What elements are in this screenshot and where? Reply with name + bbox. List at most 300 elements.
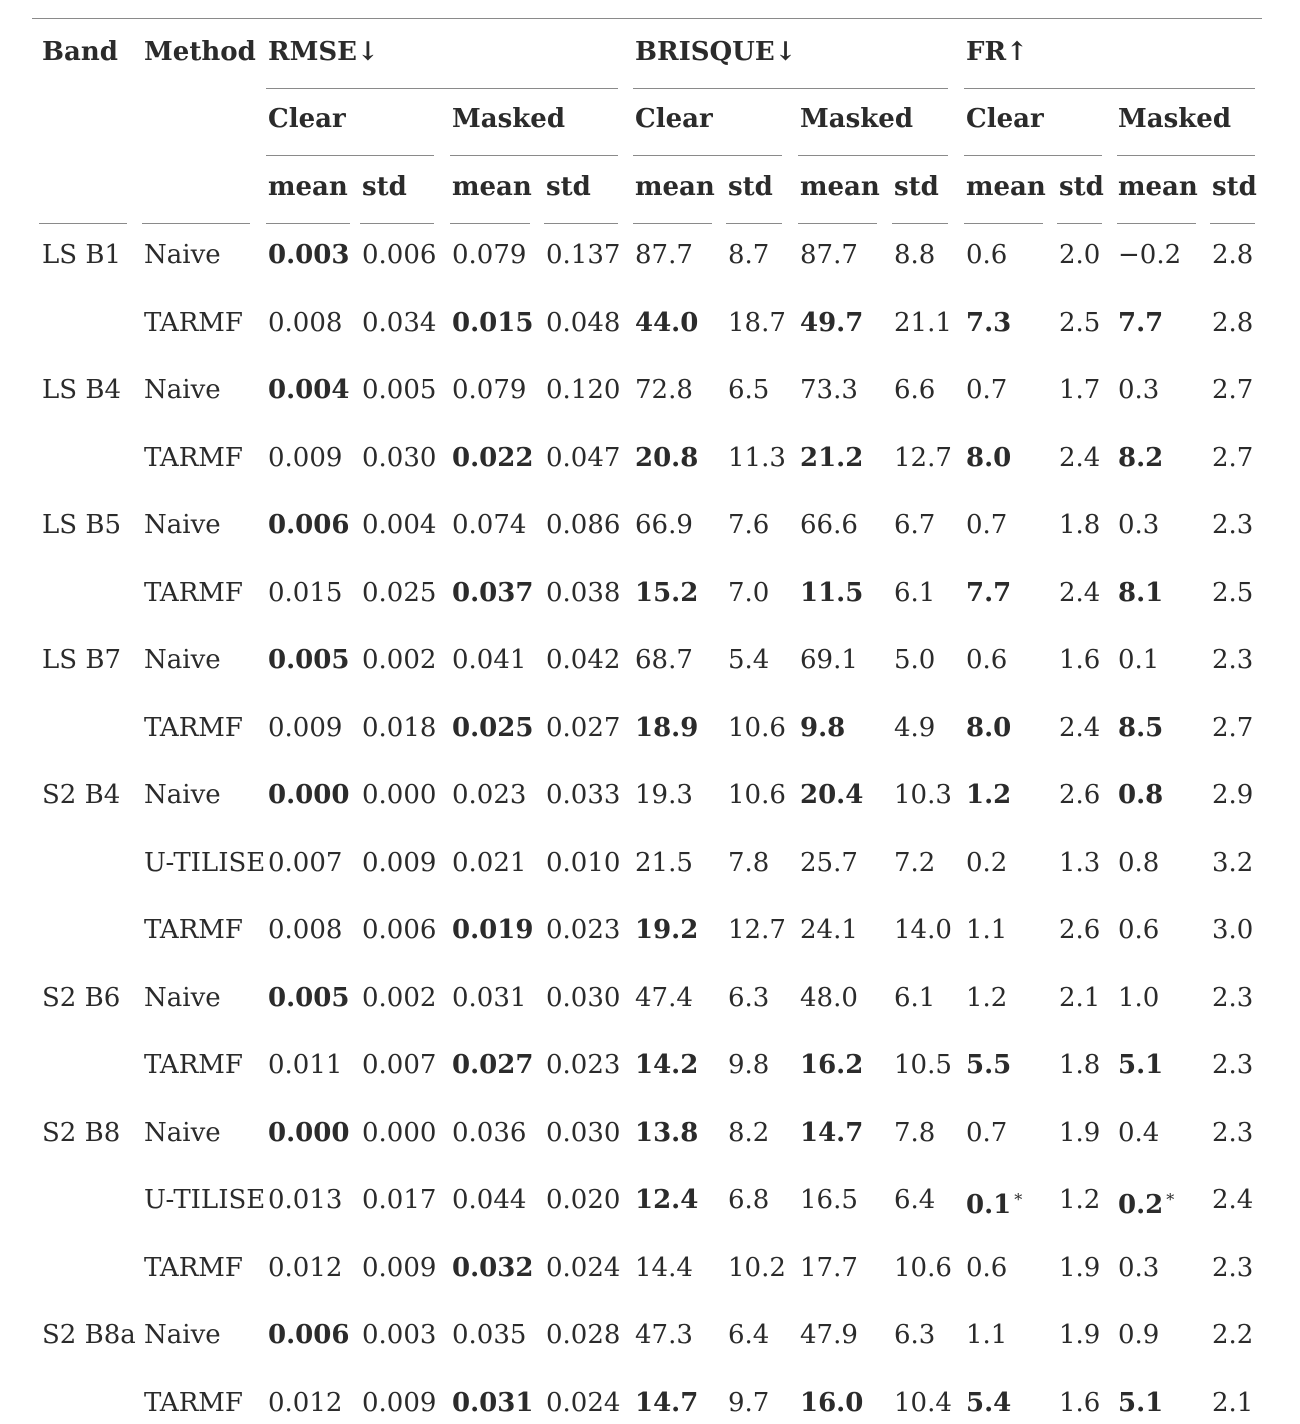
cell-value-text: 3.2 bbox=[1212, 848, 1254, 878]
cell-value bbox=[728, 713, 786, 743]
cell-value bbox=[546, 1185, 620, 1215]
cell-value bbox=[635, 578, 698, 608]
cell-value-text: 21.5 bbox=[635, 848, 693, 878]
cell-value-text: 2.7 bbox=[1212, 713, 1254, 743]
cell-value bbox=[362, 1253, 436, 1283]
cell-value-text: 0.1 bbox=[1118, 645, 1160, 675]
cell-value bbox=[546, 308, 620, 338]
rule-stat-4 bbox=[450, 223, 530, 224]
cell-value bbox=[635, 915, 698, 945]
cell-value bbox=[1212, 1388, 1253, 1418]
cell-value bbox=[268, 983, 349, 1013]
cell-value-text: 0.012 bbox=[268, 1253, 343, 1283]
cell-value bbox=[362, 308, 436, 338]
cell-value bbox=[800, 1185, 858, 1215]
cell-value-text: 0.008 bbox=[268, 308, 343, 338]
cell-value-text: 10.5 bbox=[894, 1050, 952, 1080]
cell-band: S2 B8 bbox=[42, 1118, 121, 1148]
cell-value bbox=[1118, 983, 1159, 1013]
cell-value bbox=[966, 1253, 1007, 1283]
rule-subgroup-2 bbox=[633, 155, 782, 156]
header-stat-brisque-clear-mean: mean bbox=[635, 172, 715, 202]
cell-value-text: 0.009 bbox=[362, 1388, 437, 1418]
cell-value bbox=[452, 1320, 526, 1350]
cell-value bbox=[728, 375, 769, 405]
cell-value-text: 0.000 bbox=[268, 1118, 350, 1148]
cell-method: TARMF bbox=[144, 1253, 243, 1283]
cell-value bbox=[966, 645, 1007, 675]
cell-value bbox=[452, 1185, 526, 1215]
cell-value bbox=[1059, 443, 1100, 473]
cell-value-text: 0.027 bbox=[546, 713, 621, 743]
cell-value-text: 0.086 bbox=[546, 510, 621, 540]
cell-value bbox=[635, 848, 693, 878]
cell-value bbox=[1212, 510, 1253, 540]
cell-value bbox=[1059, 983, 1100, 1013]
cell-value bbox=[635, 780, 693, 810]
cell-value bbox=[1118, 1320, 1159, 1350]
cell-value-text: 2.5 bbox=[1212, 578, 1254, 608]
cell-value bbox=[894, 308, 952, 338]
cell-value-text: 1.3 bbox=[1059, 848, 1101, 878]
cell-value-text: 0.4 bbox=[1118, 1118, 1160, 1148]
cell-value bbox=[362, 375, 436, 405]
cell-value-text: 73.3 bbox=[800, 375, 858, 405]
cell-value bbox=[1212, 848, 1253, 878]
cell-value-text: 5.1 bbox=[1118, 1388, 1164, 1418]
cell-value bbox=[1059, 1320, 1100, 1350]
cell-value bbox=[546, 443, 620, 473]
cell-value-text: 2.3 bbox=[1212, 983, 1254, 1013]
cell-value bbox=[728, 240, 769, 270]
cell-value bbox=[1059, 308, 1100, 338]
cell-value-text: 13.8 bbox=[635, 1118, 699, 1148]
cell-value-text: 0.005 bbox=[268, 645, 350, 675]
rule-stat-3 bbox=[360, 223, 434, 224]
cell-value bbox=[800, 240, 858, 270]
cell-value bbox=[894, 915, 952, 945]
cell-value-text: 0.008 bbox=[268, 915, 343, 945]
cell-value bbox=[362, 1050, 436, 1080]
cell-value bbox=[1212, 240, 1253, 270]
cell-value bbox=[1118, 240, 1181, 270]
cell-value bbox=[800, 1320, 858, 1350]
cell-method: TARMF bbox=[144, 1050, 243, 1080]
header-stat-fr-masked-std: std bbox=[1212, 172, 1257, 202]
cell-value bbox=[1118, 1388, 1163, 1418]
cell-value-text: 1.9 bbox=[1059, 1253, 1101, 1283]
cell-value-text: 7.3 bbox=[966, 308, 1012, 338]
cell-value-text: 0.030 bbox=[546, 1118, 621, 1148]
rule-group-rmse bbox=[266, 88, 618, 89]
cell-value bbox=[800, 915, 858, 945]
cell-value-text: 0.3 bbox=[1118, 510, 1160, 540]
cell-value bbox=[1118, 848, 1159, 878]
cell-value-text: 2.2 bbox=[1212, 1320, 1254, 1350]
cell-value-text: 10.6 bbox=[894, 1253, 952, 1283]
cell-value-text: 0.031 bbox=[452, 1388, 534, 1418]
cell-value bbox=[1059, 240, 1100, 270]
cell-value bbox=[728, 1050, 769, 1080]
cell-value-text: 6.6 bbox=[894, 375, 936, 405]
significance-asterisk: * bbox=[1014, 1190, 1023, 1209]
cell-value bbox=[546, 1050, 620, 1080]
cell-value-text: 0.003 bbox=[362, 1320, 437, 1350]
cell-value-text: 0.137 bbox=[546, 240, 621, 270]
cell-value bbox=[268, 848, 342, 878]
cell-value-text: 7.6 bbox=[728, 510, 770, 540]
cell-method: TARMF bbox=[144, 915, 243, 945]
cell-method: Naive bbox=[144, 510, 221, 540]
cell-value bbox=[728, 1388, 769, 1418]
cell-value bbox=[268, 915, 342, 945]
cell-value bbox=[452, 645, 526, 675]
cell-value-text: 0.035 bbox=[452, 1320, 527, 1350]
cell-value bbox=[1118, 308, 1163, 338]
cell-value bbox=[800, 645, 858, 675]
cell-value-text: 2.4 bbox=[1059, 443, 1101, 473]
cell-value bbox=[1118, 443, 1163, 473]
cell-value bbox=[268, 443, 342, 473]
cell-value bbox=[966, 780, 1011, 810]
cell-value bbox=[728, 1320, 769, 1350]
cell-value-text: 0.013 bbox=[268, 1185, 343, 1215]
cell-value bbox=[546, 645, 620, 675]
cell-value-text: 0.7 bbox=[966, 375, 1008, 405]
cell-value bbox=[268, 1320, 349, 1350]
cell-value bbox=[894, 240, 935, 270]
cell-value-text: 21.1 bbox=[894, 308, 952, 338]
cell-value-text: 0.002 bbox=[362, 983, 437, 1013]
cell-value bbox=[894, 443, 952, 473]
cell-value bbox=[728, 983, 769, 1013]
cell-value bbox=[268, 578, 342, 608]
cell-value-text: 0.030 bbox=[362, 443, 437, 473]
cell-value bbox=[1212, 1320, 1253, 1350]
cell-value bbox=[728, 1118, 769, 1148]
cell-value-text: 0.048 bbox=[546, 308, 621, 338]
cell-value bbox=[546, 1320, 620, 1350]
cell-value bbox=[546, 375, 620, 405]
cell-value-text: 0.047 bbox=[546, 443, 621, 473]
cell-value-text: 12.7 bbox=[728, 915, 786, 945]
cell-value bbox=[966, 240, 1007, 270]
header-method: Method bbox=[144, 37, 256, 67]
rule-stat-1 bbox=[142, 223, 250, 224]
cell-value-text: 68.7 bbox=[635, 645, 693, 675]
cell-value-text: 0.8 bbox=[1118, 848, 1160, 878]
header-band: Band bbox=[42, 37, 118, 67]
cell-band: LS B4 bbox=[42, 375, 121, 405]
cell-value-text: 0.009 bbox=[268, 713, 343, 743]
header-group-fr: FR↑ bbox=[966, 37, 1028, 67]
cell-value-text: 14.7 bbox=[800, 1118, 864, 1148]
cell-value bbox=[1059, 510, 1100, 540]
cell-value-text: 0.7 bbox=[966, 510, 1008, 540]
cell-value-text: 1.1 bbox=[966, 1320, 1008, 1350]
cell-value-text: 0.031 bbox=[452, 983, 527, 1013]
cell-value bbox=[1212, 1185, 1253, 1215]
cell-value bbox=[452, 375, 526, 405]
cell-value-text: 2.3 bbox=[1212, 645, 1254, 675]
cell-value bbox=[728, 645, 769, 675]
rule-stat-13 bbox=[1210, 223, 1255, 224]
cell-value-text: 0.024 bbox=[546, 1253, 621, 1283]
header-stat-brisque-masked-std: std bbox=[894, 172, 939, 202]
header-subgroup-rmse-clear: Clear bbox=[268, 104, 346, 134]
cell-value-text: 47.3 bbox=[635, 1320, 693, 1350]
cell-value bbox=[362, 983, 436, 1013]
cell-method: Naive bbox=[144, 1118, 221, 1148]
cell-method: Naive bbox=[144, 983, 221, 1013]
cell-value bbox=[800, 510, 858, 540]
cell-value-text: 0.120 bbox=[546, 375, 621, 405]
cell-value-text: 6.4 bbox=[894, 1185, 936, 1215]
cell-value bbox=[268, 308, 342, 338]
cell-value-text: 2.8 bbox=[1212, 240, 1254, 270]
cell-method: TARMF bbox=[144, 1388, 243, 1418]
cell-method: Naive bbox=[144, 645, 221, 675]
cell-value bbox=[1212, 915, 1253, 945]
cell-value-text: 0.2 bbox=[1118, 1190, 1164, 1220]
cell-value bbox=[1059, 1050, 1100, 1080]
cell-value bbox=[728, 1253, 786, 1283]
cell-value bbox=[1118, 915, 1159, 945]
cell-value-text: 21.2 bbox=[800, 443, 864, 473]
cell-value bbox=[452, 780, 526, 810]
cell-value bbox=[966, 1388, 1011, 1418]
header-group-brisque: BRISQUE↓ bbox=[635, 37, 797, 67]
cell-value bbox=[1118, 1050, 1163, 1080]
cell-value bbox=[546, 915, 620, 945]
cell-value bbox=[894, 1253, 952, 1283]
rule-group-brisque bbox=[633, 88, 948, 89]
cell-value-text: 8.2 bbox=[1118, 443, 1164, 473]
cell-method: U-TILISE bbox=[144, 848, 266, 878]
cell-value-text: 1.6 bbox=[1059, 1388, 1101, 1418]
cell-value-text: 0.030 bbox=[546, 983, 621, 1013]
cell-value-text: 17.7 bbox=[800, 1253, 858, 1283]
cell-value-text: −0.2 bbox=[1118, 240, 1182, 270]
cell-value bbox=[800, 578, 863, 608]
cell-value-text: 20.8 bbox=[635, 443, 699, 473]
cell-value-text: 6.8 bbox=[728, 1185, 770, 1215]
cell-value-text: 1.7 bbox=[1059, 375, 1101, 405]
cell-value bbox=[452, 510, 526, 540]
cell-value-text: 2.3 bbox=[1212, 510, 1254, 540]
cell-value bbox=[966, 443, 1011, 473]
cell-value-text: 0.3 bbox=[1118, 375, 1160, 405]
cell-value-text: 0.7 bbox=[966, 1118, 1008, 1148]
cell-value-text: 0.007 bbox=[362, 1050, 437, 1080]
cell-value bbox=[894, 375, 935, 405]
cell-value-text: 7.2 bbox=[894, 848, 936, 878]
cell-value bbox=[1212, 1118, 1253, 1148]
rule-stat-7 bbox=[726, 223, 782, 224]
cell-value bbox=[635, 308, 698, 338]
cell-value-text: 1.9 bbox=[1059, 1320, 1101, 1350]
cell-value-text: 1.6 bbox=[1059, 645, 1101, 675]
cell-value bbox=[1118, 1253, 1159, 1283]
header-group-rmse: RMSE↓ bbox=[268, 37, 379, 67]
header-stat-fr-masked-mean: mean bbox=[1118, 172, 1198, 202]
cell-value-text: 0.8 bbox=[1118, 780, 1164, 810]
cell-value-text: 20.4 bbox=[800, 780, 864, 810]
cell-value-text: 0.003 bbox=[268, 240, 350, 270]
cell-value-text: 4.9 bbox=[894, 713, 936, 743]
cell-value bbox=[362, 780, 436, 810]
cell-value bbox=[966, 713, 1011, 743]
cell-value bbox=[894, 713, 935, 743]
cell-value-text: 0.6 bbox=[966, 1253, 1008, 1283]
cell-value-text: 87.7 bbox=[635, 240, 693, 270]
cell-value-text: 0.036 bbox=[452, 1118, 527, 1148]
cell-value-text: 0.024 bbox=[546, 1388, 621, 1418]
cell-value bbox=[452, 915, 533, 945]
cell-value-text: 16.2 bbox=[800, 1050, 864, 1080]
cell-value-text: 0.019 bbox=[452, 915, 534, 945]
cell-value bbox=[1212, 983, 1253, 1013]
cell-value bbox=[894, 578, 935, 608]
cell-value bbox=[1212, 1253, 1253, 1283]
cell-value bbox=[546, 713, 620, 743]
cell-value bbox=[1059, 1118, 1100, 1148]
cell-value bbox=[362, 645, 436, 675]
cell-value-text: 44.0 bbox=[635, 308, 699, 338]
cell-value-text: 1.8 bbox=[1059, 510, 1101, 540]
cell-value-text: 10.2 bbox=[728, 1253, 786, 1283]
cell-value-text: 0.017 bbox=[362, 1185, 437, 1215]
rule-subgroup-0 bbox=[266, 155, 434, 156]
cell-value-text: 48.0 bbox=[800, 983, 858, 1013]
cell-band: LS B5 bbox=[42, 510, 121, 540]
header-stat-rmse-masked-std: std bbox=[546, 172, 591, 202]
cell-value-text: 6.7 bbox=[894, 510, 936, 540]
cell-value-text: 2.1 bbox=[1212, 1388, 1254, 1418]
cell-value-text: 47.9 bbox=[800, 1320, 858, 1350]
cell-value bbox=[1059, 645, 1100, 675]
cell-value bbox=[635, 1253, 693, 1283]
cell-method: TARMF bbox=[144, 578, 243, 608]
cell-value bbox=[268, 1185, 342, 1215]
cell-value-text: 10.3 bbox=[894, 780, 952, 810]
cell-value bbox=[635, 1320, 693, 1350]
cell-value bbox=[800, 983, 858, 1013]
cell-value-text: 0.1 bbox=[966, 1190, 1012, 1220]
cell-value-text: 6.5 bbox=[728, 375, 770, 405]
cell-value-text: 10.6 bbox=[728, 713, 786, 743]
cell-value bbox=[894, 1118, 935, 1148]
cell-value-text: 6.1 bbox=[894, 983, 936, 1013]
cell-method: U-TILISE bbox=[144, 1185, 266, 1215]
rule-subgroup-3 bbox=[798, 155, 948, 156]
rule-stat-5 bbox=[544, 223, 618, 224]
header-stat-brisque-masked-mean: mean bbox=[800, 172, 880, 202]
cell-value bbox=[728, 443, 786, 473]
cell-value-text: 7.7 bbox=[966, 578, 1012, 608]
cell-value-text: 0.018 bbox=[362, 713, 437, 743]
cell-method: TARMF bbox=[144, 713, 243, 743]
header-subgroup-brisque-clear: Clear bbox=[635, 104, 713, 134]
cell-value-text: 8.2 bbox=[728, 1118, 770, 1148]
cell-value-text: 0.009 bbox=[362, 1253, 437, 1283]
rule-subgroup-1 bbox=[450, 155, 618, 156]
cell-value bbox=[268, 1118, 349, 1148]
cell-value-text: 1.0 bbox=[1118, 983, 1160, 1013]
cell-value bbox=[362, 240, 436, 270]
cell-value-text: 8.5 bbox=[1118, 713, 1164, 743]
rule-subgroup-4 bbox=[964, 155, 1102, 156]
cell-value bbox=[362, 578, 436, 608]
cell-value bbox=[546, 240, 620, 270]
cell-value bbox=[894, 645, 935, 675]
cell-value-text: 2.1 bbox=[1059, 983, 1101, 1013]
cell-value-text: 0.009 bbox=[268, 443, 343, 473]
cell-value bbox=[894, 1320, 935, 1350]
cell-value bbox=[1212, 578, 1253, 608]
cell-method: Naive bbox=[144, 240, 221, 270]
cell-value bbox=[1059, 915, 1100, 945]
cell-value bbox=[800, 1388, 863, 1418]
cell-value bbox=[546, 510, 620, 540]
cell-value-text: 0.005 bbox=[362, 375, 437, 405]
cell-value bbox=[800, 1050, 863, 1080]
cell-value bbox=[1212, 308, 1253, 338]
cell-value bbox=[1118, 578, 1163, 608]
cell-band: S2 B6 bbox=[42, 983, 121, 1013]
cell-value-text: 14.4 bbox=[635, 1253, 693, 1283]
cell-value bbox=[966, 1118, 1007, 1148]
table-top-rule bbox=[32, 18, 1262, 19]
cell-value bbox=[728, 848, 769, 878]
cell-value-text: 0.004 bbox=[268, 375, 350, 405]
cell-value bbox=[635, 1185, 698, 1215]
cell-value bbox=[452, 1388, 533, 1418]
cell-value bbox=[268, 375, 349, 405]
cell-value bbox=[268, 240, 349, 270]
cell-value bbox=[452, 713, 533, 743]
cell-value bbox=[800, 848, 858, 878]
cell-value-text: 10.4 bbox=[894, 1388, 952, 1418]
header-stat-rmse-clear-std: std bbox=[362, 172, 407, 202]
cell-value-text: 5.0 bbox=[894, 645, 936, 675]
cell-value bbox=[635, 1388, 698, 1418]
cell-value bbox=[800, 780, 863, 810]
cell-value-text: 0.3 bbox=[1118, 1253, 1160, 1283]
cell-value-text: 9.8 bbox=[800, 713, 846, 743]
rule-subgroup-5 bbox=[1117, 155, 1255, 156]
header-subgroup-fr-clear: Clear bbox=[966, 104, 1044, 134]
cell-value-text: 0.009 bbox=[362, 848, 437, 878]
cell-value-text: 0.015 bbox=[452, 308, 534, 338]
cell-value bbox=[1118, 1118, 1159, 1148]
cell-value-text: 11.3 bbox=[728, 443, 786, 473]
cell-value bbox=[966, 915, 1007, 945]
cell-value-text: 0.023 bbox=[452, 780, 527, 810]
header-subgroup-rmse-masked: Masked bbox=[452, 104, 566, 134]
cell-value-text: 66.6 bbox=[800, 510, 858, 540]
cell-value bbox=[362, 1118, 436, 1148]
cell-value-text: 2.4 bbox=[1059, 578, 1101, 608]
cell-value bbox=[635, 240, 693, 270]
rule-group-fr bbox=[964, 88, 1255, 89]
cell-value bbox=[1212, 1050, 1253, 1080]
cell-value-text: 5.4 bbox=[966, 1388, 1012, 1418]
cell-value-text: 0.023 bbox=[546, 1050, 621, 1080]
cell-value-text: 8.8 bbox=[894, 240, 936, 270]
cell-value-text: 11.5 bbox=[800, 578, 864, 608]
cell-value-text: 8.0 bbox=[966, 443, 1012, 473]
